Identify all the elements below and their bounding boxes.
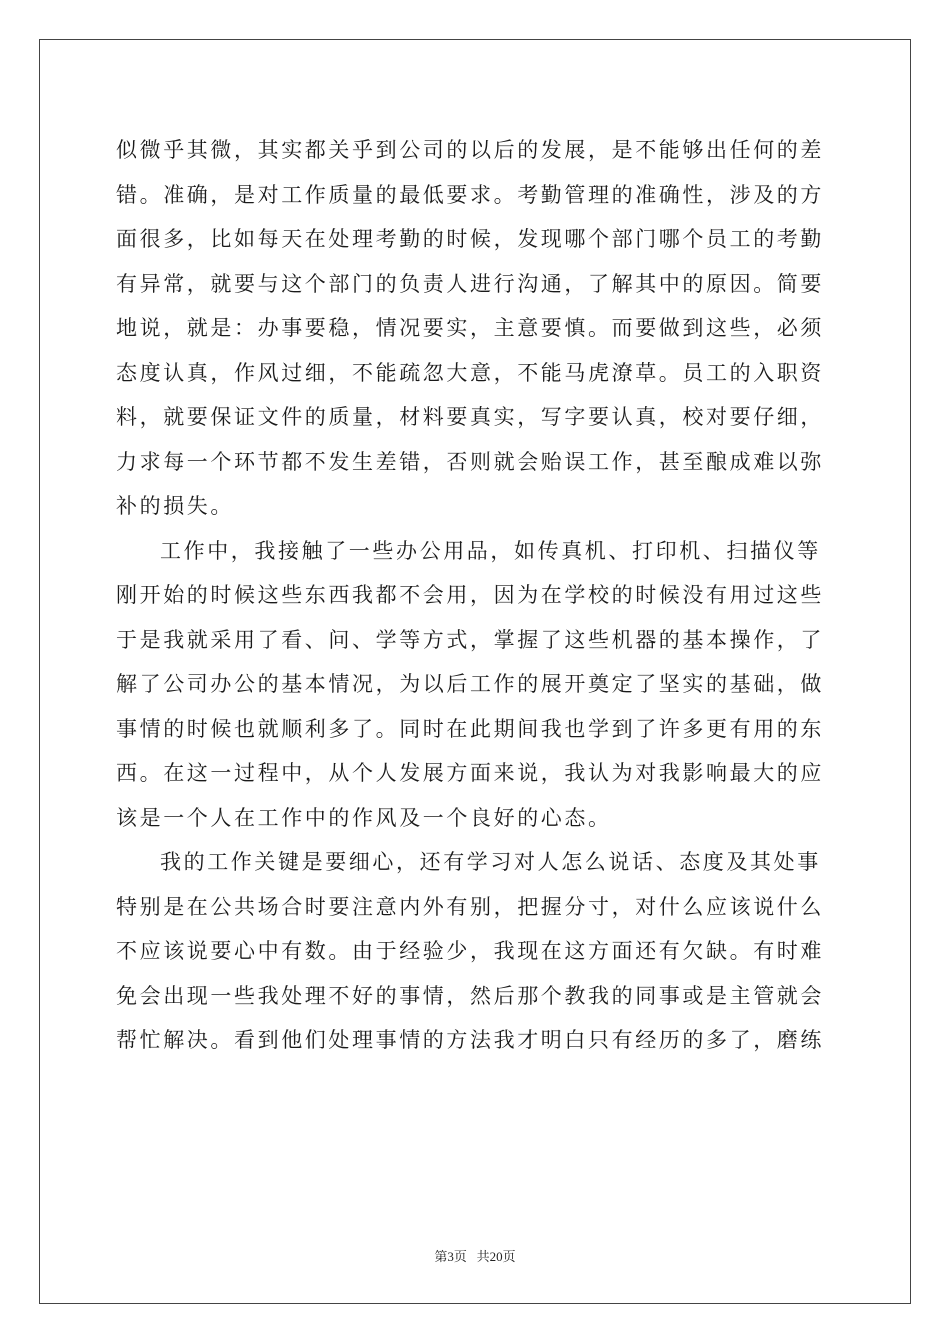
text-line: 特别是在公共场合时要注意内外有别，把握分寸，对什么应该说什么	[116, 894, 824, 919]
text-line: 该是一个人在工作中的作风及一个良好的心态。	[116, 805, 612, 830]
text-line: 于是我就采用了看、问、学等方式，掌握了这些机器的基本操作，了	[116, 627, 824, 652]
paragraph-3	[116, 840, 836, 1063]
text-line: 地说，就是：办事要稳，情况要实，主意要慎。而要做到这些，必须	[116, 316, 824, 340]
paragraph-1	[116, 128, 836, 529]
page-number: 第3页 共20页	[434, 1249, 516, 1264]
text-line: 免会出现一些我处理不好的事情，然后那个教我的同事或是主管就会	[116, 983, 824, 1008]
text-line: 帮忙解决。看到他们处理事情的方法我才明白只有经历的多了，磨练	[116, 1028, 824, 1052]
text-line: 西。在这一过程中，从个人发展方面来说，我认为对我影响最大的应	[116, 761, 824, 785]
text-line: 料，就要保证文件的质量，材料要真实，写字要认真，校对要仔细，	[116, 405, 824, 429]
text-line: 似微乎其微，其实都关乎到公司的以后的发展，是不能够出任何的差	[116, 138, 824, 162]
text-line: 工作中，我接触了一些办公用品，如传真机、打印机、扫描仪等	[160, 538, 821, 563]
text-line: 力求每一个环节都不发生差错，否则就会贻误工作，甚至酿成难以弥	[116, 449, 824, 474]
document-body	[116, 128, 836, 1063]
text-line: 事情的时候也就顺利多了。同时在此期间我也学到了许多更有用的东	[116, 716, 824, 741]
text-line: 解了公司办公的基本情况，为以后工作的展开奠定了坚实的基础，做	[116, 672, 824, 696]
text-line: 有异常，就要与这个部门的负责人进行沟通，了解其中的原因。简要	[116, 271, 824, 296]
text-line: 我的工作关键是要细心，还有学习对人怎么说话、态度及其处事	[160, 850, 821, 874]
text-line: 错。准确，是对工作质量的最低要求。考勤管理的准确性，涉及的方	[116, 182, 824, 207]
text-line: 补的损失。	[116, 494, 234, 518]
paragraph-2	[116, 529, 836, 841]
text-line: 面很多，比如每天在处理考勤的时候，发现哪个部门哪个员工的考勤	[116, 227, 824, 251]
text-line: 态度认真，作风过细，不能疏忽大意，不能马虎潦草。员工的入职资	[116, 360, 824, 385]
text-line: 刚开始的时候这些东西我都不会用，因为在学校的时候没有用过这些	[116, 583, 824, 607]
text-line: 不应该说要心中有数。由于经验少，我现在这方面还有欠缺。有时难	[116, 939, 824, 963]
